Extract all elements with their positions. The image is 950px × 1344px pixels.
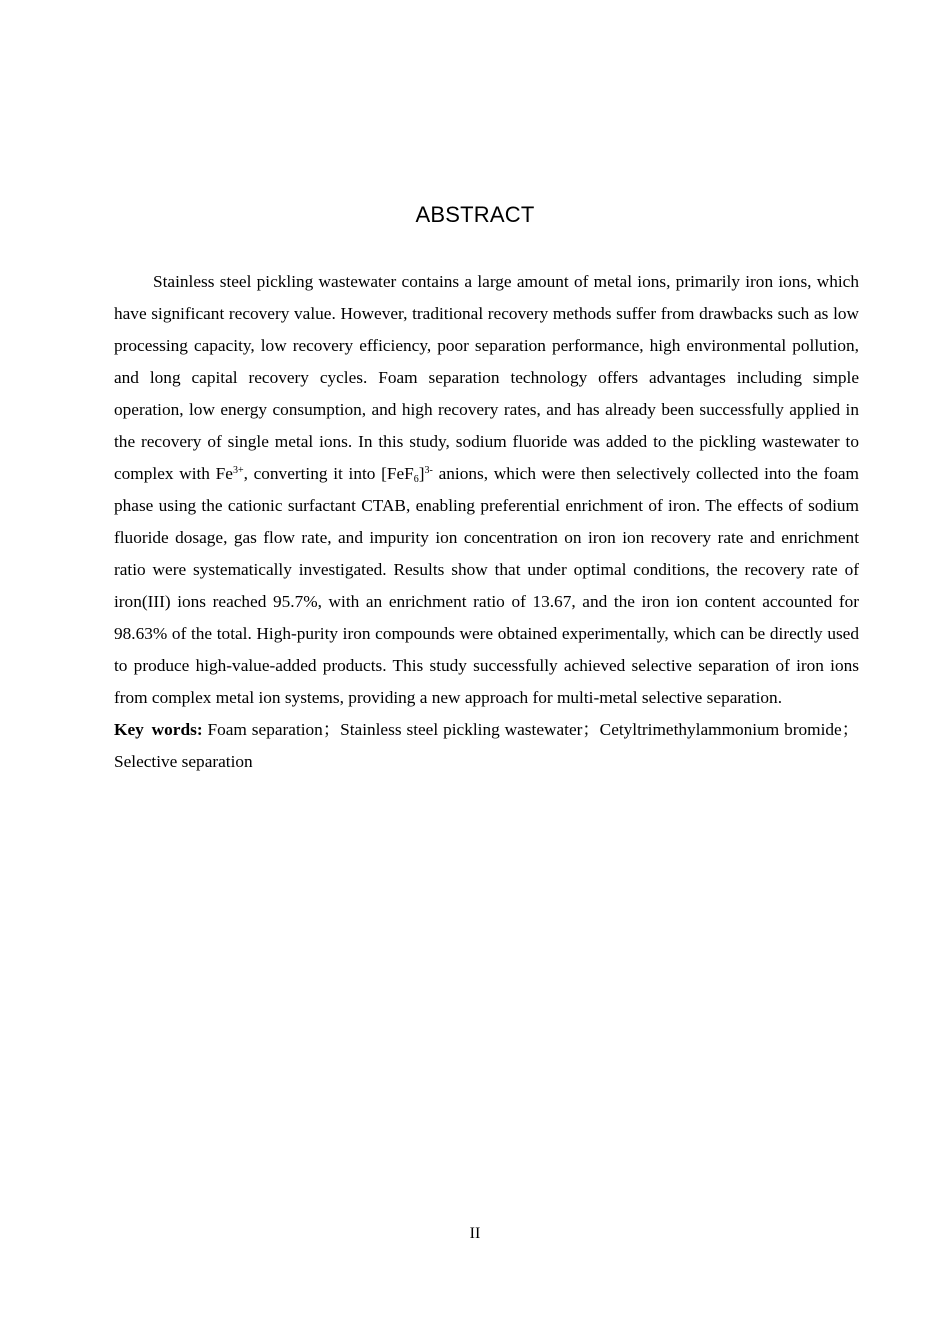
keywords-paragraph xyxy=(114,714,859,778)
fe-charge-superscript: 3+ xyxy=(232,465,244,476)
abstract-text-part2: , converting it into [FeF xyxy=(243,464,414,483)
keywords-label: Key words: xyxy=(114,720,203,739)
abstract-text-part4: anions, which were then selectively collected into the foam phase using the cationic surfactant CTAB, enabling preferential enrichment of iron. The effects of sodium fluoride dosage, gas flow rate, and impurity ion concentration on iron ion recovery rate and enrichment ratio were systematically investigated. Results show that under optimal conditions, the recovery rate of iron(III) ions reached 95.7%, with an enrichment ratio of 13.67, and the iron ion content accounted for 98.63% of the total. High-purity iron compounds were obtained experimentally, which can be directly used to produce high-value-added products. This study successfully achieved selective separation of iron ions from complex metal ion systems, providing a new approach for multi-metal selective separation. xyxy=(114,464,859,707)
fluoride-count-subscript: 6 xyxy=(413,474,419,485)
abstract-paragraph xyxy=(114,266,859,714)
abstract-text-part3: ] xyxy=(418,464,425,483)
abstract-text-part1: Stainless steel pickling wastewater contains a large amount of metal ions, primarily iron ions, which have significant recovery value. However, traditional recovery methods suffer from drawbacks such as low processing capacity, low recovery efficiency, poor separation performance, high environmental pollution, and long capital recovery cycles. Foam separation technology offers advantages including simple operation, low energy consumption, and high recovery rates, and has already been successfully applied in the recovery of single metal ions. In this study, sodium fluoride was added to the pickling wastewater to complex with Fe xyxy=(114,272,859,483)
keywords-text: Foam separation；Stainless steel pickling wastewater；Cetyltrimethylammonium bromide；Selective separation xyxy=(114,720,859,771)
abstract-body xyxy=(114,266,859,778)
complex-charge-superscript: 3- xyxy=(424,465,433,476)
abstract-title: ABSTRACT xyxy=(415,202,535,227)
page-number: II xyxy=(469,1225,481,1242)
